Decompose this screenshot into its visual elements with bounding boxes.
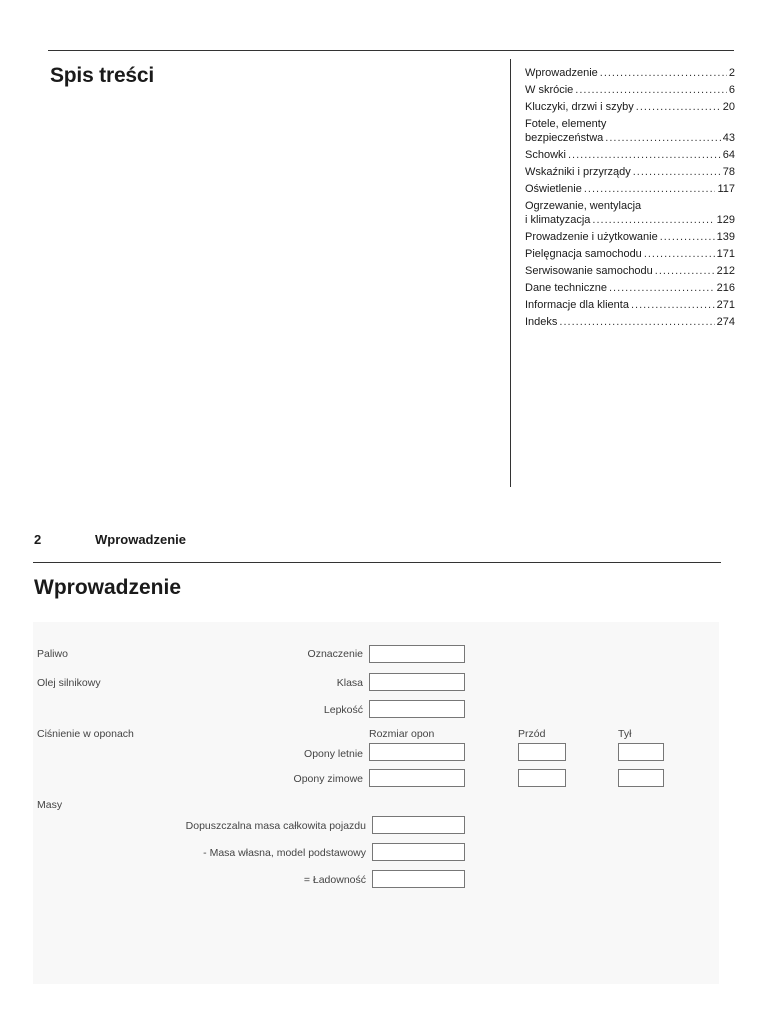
toc-entry[interactable]: Serwisowanie samochodu ..... 212 [525, 264, 735, 278]
payload-field[interactable] [372, 870, 465, 888]
curb-mass-field[interactable] [372, 843, 465, 861]
toc-entry[interactable]: Wprowadzenie ..... 2 [525, 66, 735, 80]
toc-entry[interactable]: Indeks ..... 274 [525, 315, 735, 329]
toc-entry[interactable]: Fotele, elementy bezpieczeństwa ..... 43 [525, 117, 735, 145]
oil-class-field[interactable] [369, 673, 465, 691]
top-rule [48, 50, 734, 51]
oil-viscosity-field[interactable] [369, 700, 465, 718]
curb-mass-label: - Masa własna, model podstawowy [203, 847, 366, 859]
payload-label: = Ładowność [303, 874, 366, 886]
summer-front-pressure-field[interactable] [518, 743, 566, 761]
winter-tyres-label: Opony zimowe [293, 773, 363, 785]
toc-entry[interactable]: Schowki ..... 64 [525, 148, 735, 162]
header-rule [33, 562, 721, 563]
toc-entry[interactable]: Wskaźniki i przyrządy ..... 78 [525, 165, 735, 179]
toc-entry[interactable]: Kluczyki, drzwi i szyby ..... 20 [525, 100, 735, 114]
oil-viscosity-label: Lepkość [323, 704, 363, 716]
gross-mass-field[interactable] [372, 816, 465, 834]
rear-header: Tył [618, 728, 632, 740]
summer-tyres-label: Opony letnie [304, 748, 363, 760]
toc-entry[interactable]: Ogrzewanie, wentylacja i klimatyzacja ..... 129 [525, 199, 735, 227]
intro-title: Wprowadzenie [34, 576, 182, 599]
toc-entry[interactable]: Informacje dla klienta ..... 271 [525, 298, 735, 312]
running-head: Wprowadzenie [95, 532, 187, 547]
gross-mass-label: Dopuszczalna masa całkowita pojazdu [185, 820, 366, 832]
oil-class-label: Klasa [336, 677, 363, 689]
toc-entry[interactable]: Pielęgnacja samochodu ..... 171 [525, 247, 735, 261]
summer-rear-pressure-field[interactable] [618, 743, 664, 761]
winter-front-pressure-field[interactable] [518, 769, 566, 787]
page-number: 2 [34, 532, 42, 547]
winter-tyre-size-field[interactable] [369, 769, 465, 787]
toc-entry[interactable]: Prowadzenie i użytkowanie ..... 139 [525, 230, 735, 244]
toc-divider [510, 59, 511, 487]
masses-label: Masy [37, 799, 63, 811]
toc-entry[interactable]: W skrócie ..... 6 [525, 83, 735, 97]
designation-field[interactable] [369, 645, 465, 663]
toc-title: Spis treści [50, 64, 155, 87]
vehicle-data-form [33, 622, 719, 984]
front-header: Przód [518, 728, 546, 740]
tyre-pressure-label: Ciśnienie w oponach [37, 728, 134, 740]
designation-label: Oznaczenie [307, 648, 363, 660]
fuel-label: Paliwo [37, 648, 68, 660]
summer-tyre-size-field[interactable] [369, 743, 465, 761]
winter-rear-pressure-field[interactable] [618, 769, 664, 787]
tyre-size-header: Rozmiar opon [369, 728, 435, 740]
engine-oil-label: Olej silnikowy [37, 677, 101, 689]
toc-entry[interactable]: Dane techniczne ..... 216 [525, 281, 735, 295]
toc-entry[interactable]: Oświetlenie ..... 117 [525, 182, 735, 196]
toc-list [525, 66, 735, 332]
